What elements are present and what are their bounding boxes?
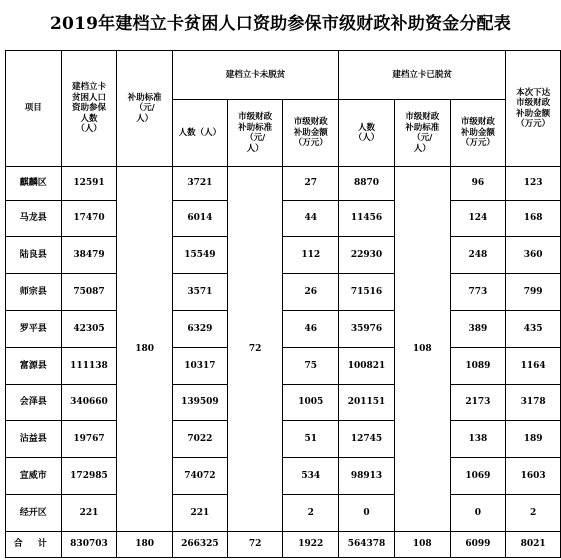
row-lifted-amount: 1069 (450, 458, 506, 495)
row-total: 168 (506, 201, 561, 237)
row-lifted-amount: 2173 (450, 385, 506, 421)
header-this-allocation: 本次下达 市级财政 补助金额 （万元） (506, 51, 561, 167)
document-title: 2019年建档立卡贫困人口资助参保市级财政补助资金分配表 (50, 14, 511, 34)
row-not-lifted-amount: 75 (283, 348, 339, 385)
row-not-lifted-amount: 1005 (283, 385, 339, 421)
row-population: 38479 (61, 237, 117, 274)
table-row (6, 167, 561, 201)
table-row (6, 421, 561, 458)
row-lifted-amount: 248 (450, 237, 506, 274)
row-name: 沾益县 (6, 421, 62, 458)
row-not-lifted-amount: 112 (283, 237, 339, 274)
row-name: 师宗县 (6, 274, 62, 311)
header-not-lifted-group: 建档立卡未脱贫 (173, 51, 339, 100)
row-lifted-count: 71516 (339, 274, 395, 311)
total-lifted-amount: 6099 (450, 532, 506, 558)
row-not-lifted-amount: 534 (283, 458, 339, 495)
row-lifted-count: 98913 (339, 458, 395, 495)
row-not-lifted-count: 6329 (173, 311, 228, 348)
allocation-table (5, 50, 561, 558)
merged-subsidy-standard: 180 (117, 167, 173, 532)
table-row (6, 274, 561, 311)
row-population: 172985 (61, 458, 117, 495)
row-total: 799 (506, 274, 561, 311)
row-population: 221 (61, 495, 117, 532)
row-not-lifted-amount: 44 (283, 201, 339, 237)
row-population: 17470 (61, 201, 117, 237)
row-not-lifted-count: 139509 (173, 385, 228, 421)
row-total: 1603 (506, 458, 561, 495)
row-total: 189 (506, 421, 561, 458)
row-name: 宣威市 (6, 458, 62, 495)
table-row (6, 237, 561, 274)
table-row (6, 311, 561, 348)
header-lifted-amount: 市级财政 补助金额 （万元） (450, 100, 506, 167)
table-row (6, 348, 561, 385)
table-row (6, 385, 561, 421)
row-lifted-count: 12745 (339, 421, 395, 458)
row-not-lifted-count: 3571 (173, 274, 228, 311)
row-population: 12591 (61, 167, 117, 201)
row-lifted-count: 35976 (339, 311, 395, 348)
row-population: 19767 (61, 421, 117, 458)
total-lifted-standard: 108 (394, 532, 450, 558)
header-not-lifted-amount: 市级财政 补助金额 （万元） (283, 100, 339, 167)
row-lifted-amount: 1089 (450, 348, 506, 385)
total-not-lifted-standard: 72 (227, 532, 283, 558)
row-lifted-amount: 124 (450, 201, 506, 237)
row-not-lifted-count: 10317 (173, 348, 228, 385)
merged-lifted-standard: 108 (394, 167, 450, 532)
row-not-lifted-amount: 26 (283, 274, 339, 311)
row-name: 富源县 (6, 348, 62, 385)
row-total: 1164 (506, 348, 561, 385)
row-name: 罗平县 (6, 311, 62, 348)
header-registered-population: 建档立卡 贫困人口 资助参保 人数 （人） (61, 51, 117, 167)
row-population: 75087 (61, 274, 117, 311)
row-name: 会泽县 (6, 385, 62, 421)
row-total: 435 (506, 311, 561, 348)
row-total: 2 (506, 495, 561, 532)
row-name: 经开区 (6, 495, 62, 532)
total-lifted-count: 564378 (339, 532, 395, 558)
header-not-lifted-count: 人数（人） (173, 100, 228, 167)
total-subsidy-standard: 180 (117, 532, 173, 558)
row-population: 340660 (61, 385, 117, 421)
header-not-lifted-standard: 市级财政 补助标准 （元/ 人） (227, 100, 283, 167)
total-row (6, 532, 561, 558)
row-lifted-amount: 96 (450, 167, 506, 201)
row-lifted-amount: 0 (450, 495, 506, 532)
row-population: 42305 (61, 311, 117, 348)
row-lifted-count: 201151 (339, 385, 395, 421)
header-lifted-group: 建档立卡已脱贫 (339, 51, 506, 100)
row-not-lifted-count: 74072 (173, 458, 228, 495)
row-lifted-count: 0 (339, 495, 395, 532)
row-lifted-count: 100821 (339, 348, 395, 385)
total-not-lifted-amount: 1922 (283, 532, 339, 558)
row-not-lifted-count: 7022 (173, 421, 228, 458)
row-total: 3178 (506, 385, 561, 421)
row-lifted-amount: 138 (450, 421, 506, 458)
row-lifted-amount: 389 (450, 311, 506, 348)
row-lifted-amount: 773 (450, 274, 506, 311)
row-not-lifted-amount: 27 (283, 167, 339, 201)
row-not-lifted-count: 3721 (173, 167, 228, 201)
total-not-lifted-count: 266325 (173, 532, 228, 558)
row-total: 360 (506, 237, 561, 274)
row-not-lifted-count: 6014 (173, 201, 228, 237)
total-allocation: 8021 (506, 532, 561, 558)
row-lifted-count: 22930 (339, 237, 395, 274)
merged-not-lifted-standard: 72 (227, 167, 283, 532)
table-row (6, 495, 561, 532)
row-not-lifted-amount: 2 (283, 495, 339, 532)
header-item: 项目 (6, 51, 62, 167)
row-not-lifted-count: 15549 (173, 237, 228, 274)
row-name: 陆良县 (6, 237, 62, 274)
total-label: 合 计 (6, 532, 62, 558)
total-population: 830703 (61, 532, 117, 558)
table-row (6, 201, 561, 237)
header-lifted-count: 人数 （人） (339, 100, 395, 167)
row-name: 麒麟区 (6, 167, 62, 201)
header-lifted-standard: 市级财政 补助标准 （元/ 人） (394, 100, 450, 167)
row-lifted-count: 8870 (339, 167, 395, 201)
row-lifted-count: 11456 (339, 201, 395, 237)
table-row (6, 458, 561, 495)
row-total: 123 (506, 167, 561, 201)
row-not-lifted-amount: 46 (283, 311, 339, 348)
header-subsidy-standard: 补助标准 （元/ 人） (117, 51, 173, 167)
row-not-lifted-count: 221 (173, 495, 228, 532)
row-name: 马龙县 (6, 201, 62, 237)
row-not-lifted-amount: 51 (283, 421, 339, 458)
row-population: 111138 (61, 348, 117, 385)
